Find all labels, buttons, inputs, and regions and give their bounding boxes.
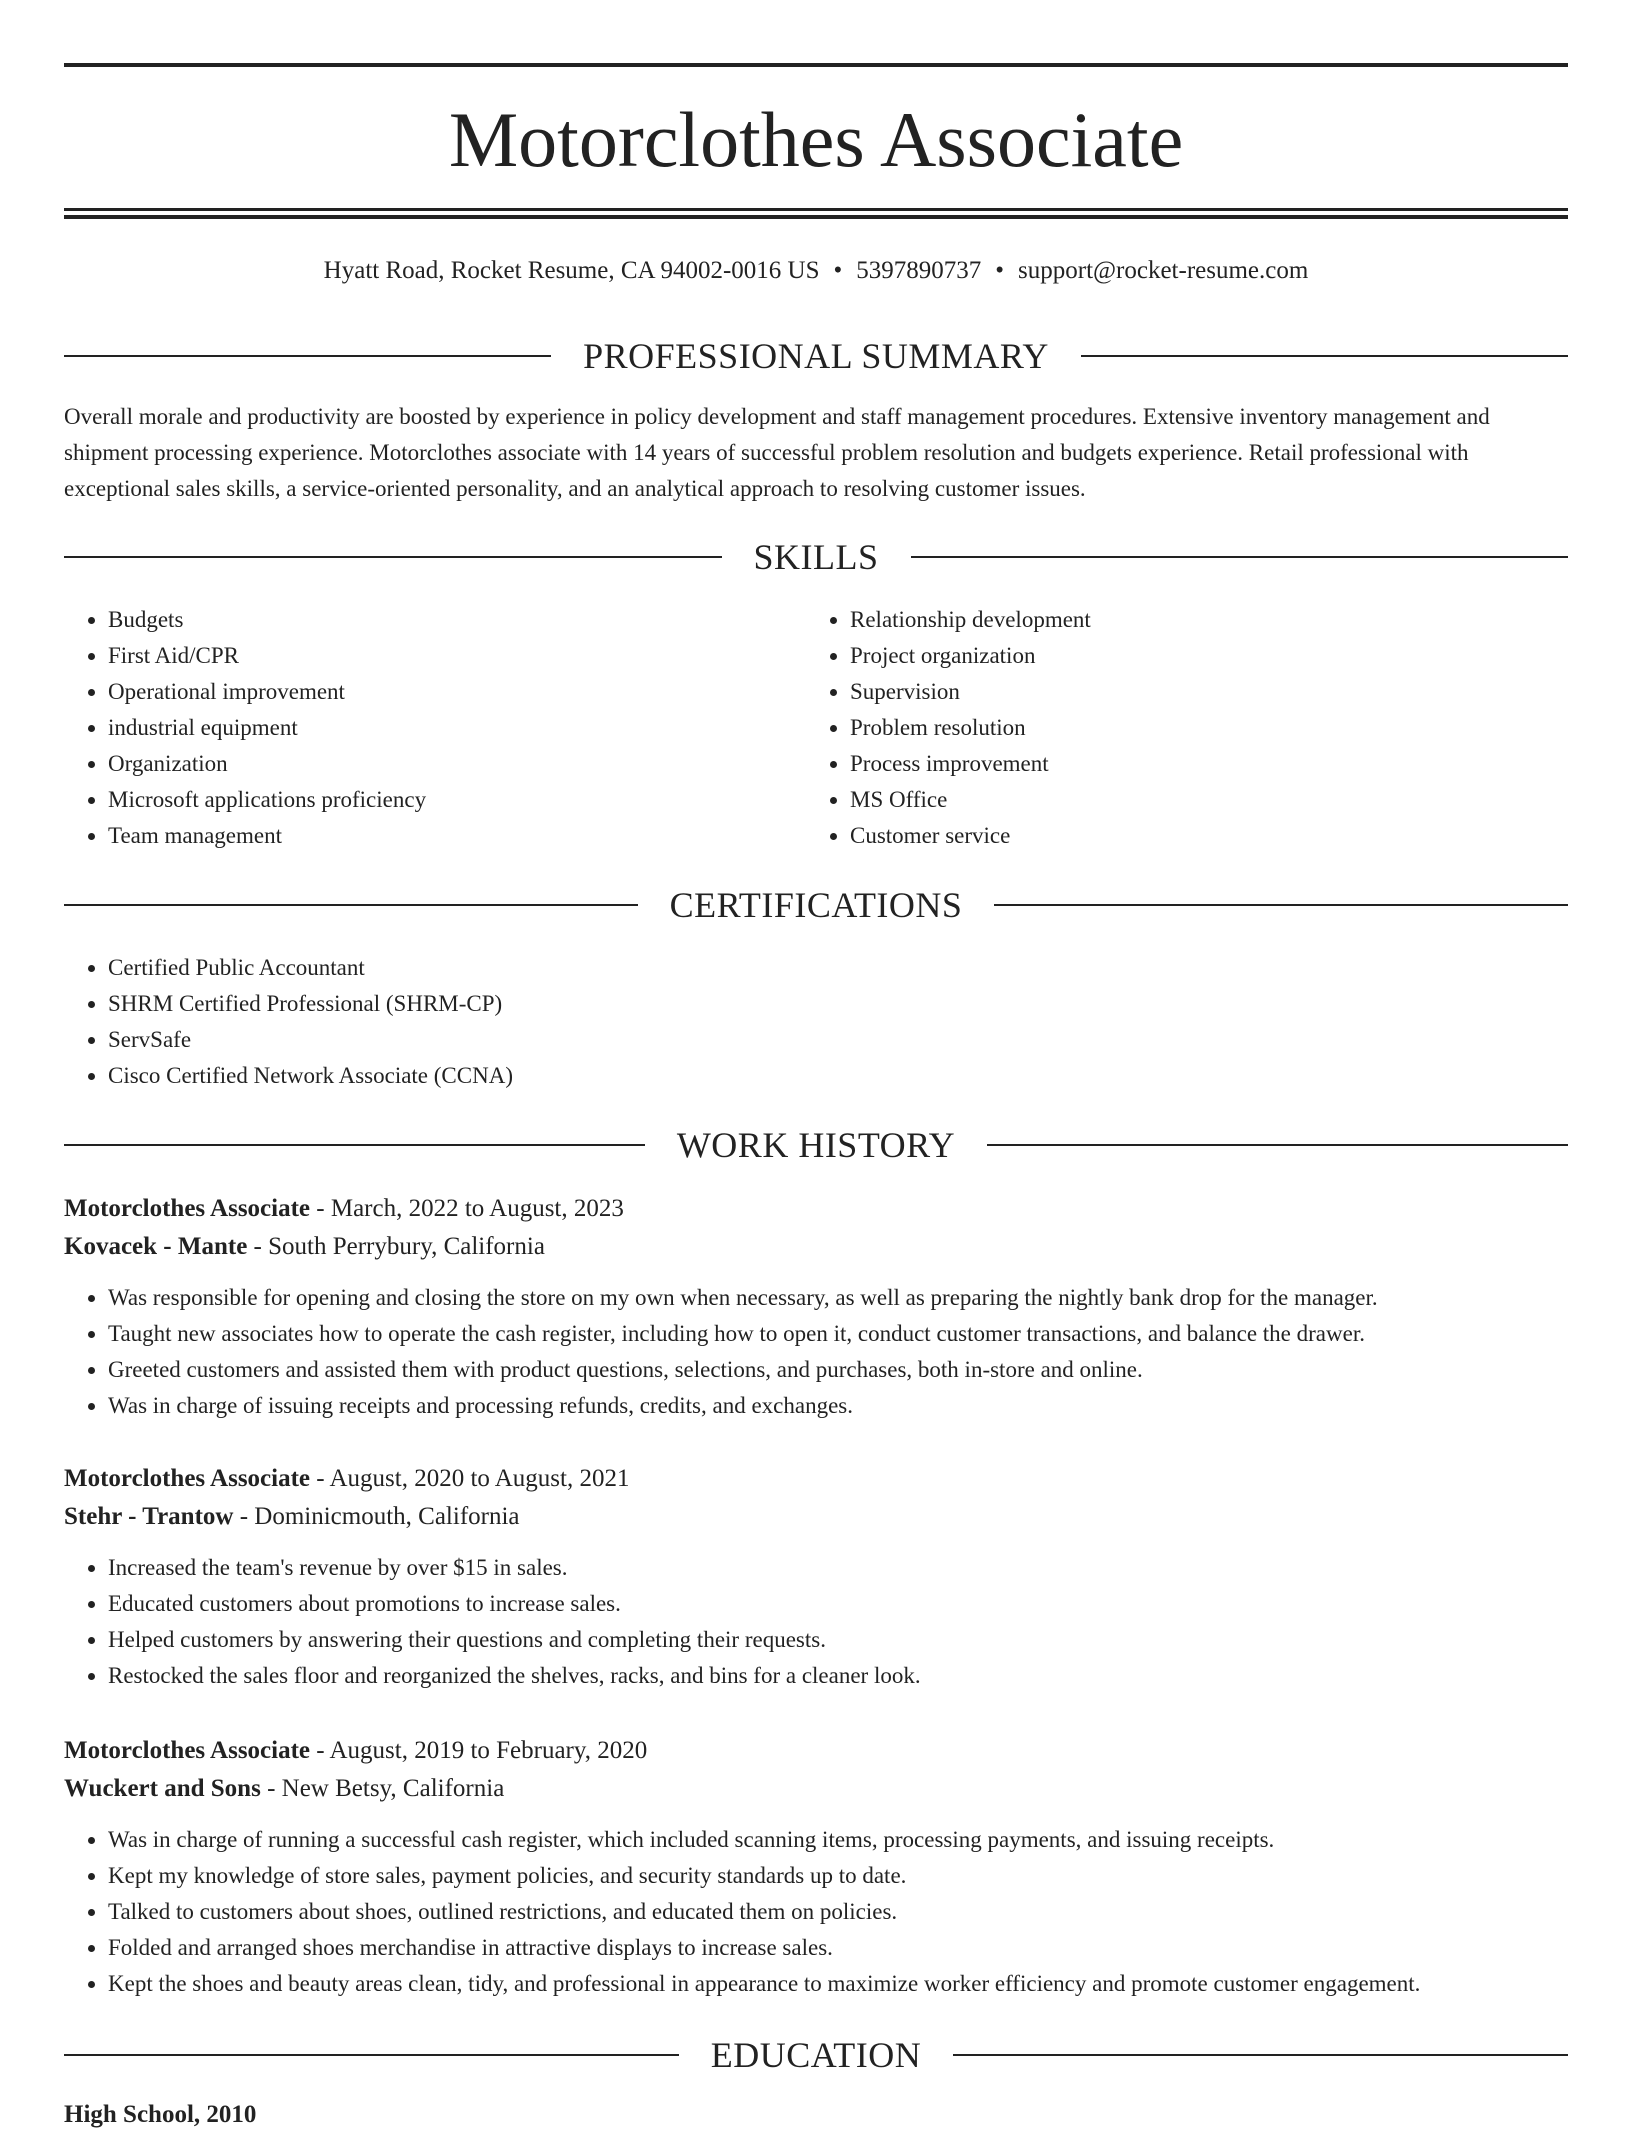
skill-item: • industrial equipment — [108, 710, 806, 746]
heading-rule-left — [64, 1144, 645, 1146]
job-bullet: • Was in charge of running a successful cash register, which included scanning items, processing payments, and issuing receipts. — [108, 1822, 1568, 1858]
job-entry — [64, 1190, 1568, 1424]
job-entry — [64, 1460, 1568, 1694]
skill-item: • Customer service — [850, 818, 1548, 854]
heading-rule-right — [911, 556, 1569, 558]
skill-item: • First Aid/CPR — [108, 638, 806, 674]
heading-rule-right — [953, 2054, 1568, 2056]
skill-item: • Relationship development — [850, 602, 1548, 638]
job-bullet: • Was responsible for opening and closing the store on my own when necessary, as well as preparing the nightly bank drop for the manager. — [108, 1280, 1568, 1316]
skill-item: • MS Office — [850, 782, 1548, 818]
job-dates: - August, 2019 to February, 2020 — [310, 1737, 648, 1764]
skill-item: • Team management — [108, 818, 806, 854]
section-heading-education — [64, 2033, 1568, 2077]
contact-email: support@rocket-resume.com — [1018, 257, 1309, 284]
job-company: Kovacek - Mante — [64, 1233, 248, 1260]
contact-address: Hyatt Road, Rocket Resume, CA 94002-0016 US — [323, 257, 820, 284]
job-role: Motorclothes Associate — [64, 1737, 311, 1764]
job-bullet: • Helped customers by answering their questions and completing their requests. — [108, 1622, 1568, 1658]
job-bullet: • Was in charge of issuing receipts and processing refunds, credits, and exchanges. — [108, 1388, 1568, 1424]
job-bullet: • Taught new associates how to operate the cash register, including how to open it, conduct customer transactions, and balance the drawer. — [108, 1316, 1568, 1352]
contact-phone: 5397890737 — [856, 257, 982, 284]
job-bullet: • Restocked the sales floor and reorganized the shelves, racks, and bins for a cleaner look. — [108, 1658, 1568, 1694]
job-bullet: • Educated customers about promotions to increase sales. — [108, 1586, 1568, 1622]
skills-column-left — [64, 602, 806, 854]
section-title: WORK HISTORY — [676, 1125, 956, 1165]
skill-item: • Supervision — [850, 674, 1548, 710]
job-dates: - March, 2022 to August, 2023 — [310, 1195, 624, 1222]
certification-item: • ServSafe — [108, 1022, 1568, 1058]
job-company-line — [64, 1228, 1568, 1266]
job-bullet: • Kept my knowledge of store sales, payment policies, and security standards up to date. — [108, 1858, 1568, 1894]
certification-item: • Certified Public Accountant — [108, 950, 1568, 986]
header-rule-lower — [64, 215, 1568, 219]
section-title: SKILLS — [753, 537, 879, 577]
skill-item: • Project organization — [850, 638, 1548, 674]
job-bullet: • Increased the team's revenue by over $15 in sales. — [108, 1550, 1568, 1586]
section-title: CERTIFICATIONS — [669, 885, 963, 925]
header-rule-upper — [64, 208, 1568, 211]
contact-separator: • — [995, 257, 1005, 284]
job-bullet: • Folded and arranged shoes merchandise in attractive displays to increase sales. — [108, 1930, 1568, 1966]
job-company: Stehr - Trantow — [64, 1503, 234, 1530]
contact-line — [64, 253, 1568, 289]
job-location: - South Perrybury, California — [247, 1233, 545, 1260]
skill-item: • Process improvement — [850, 746, 1548, 782]
skills-list — [64, 602, 1568, 854]
section-heading-certifications — [64, 883, 1568, 927]
job-company: Wuckert and Sons — [64, 1775, 261, 1802]
skill-item: • Budgets — [108, 602, 806, 638]
resume-name: Motorclothes Associate — [448, 96, 1184, 183]
job-bullets — [64, 1822, 1568, 2002]
job-title-line — [64, 1460, 1568, 1498]
job-bullets — [64, 1550, 1568, 1694]
job-dates: - August, 2020 to August, 2021 — [310, 1465, 630, 1492]
job-location: - Dominicmouth, California — [233, 1503, 520, 1530]
certification-item: • Cisco Certified Network Associate (CCNA) — [108, 1058, 1568, 1094]
job-title-line — [64, 1732, 1568, 1770]
education-entry-partial: High School, 2010 — [64, 2101, 257, 2128]
section-heading-skills — [64, 535, 1568, 579]
skill-item: • Microsoft applications proficiency — [108, 782, 806, 818]
skill-item: • Organization — [108, 746, 806, 782]
section-title: EDUCATION — [710, 2035, 922, 2075]
certifications-list — [64, 950, 1568, 1094]
heading-rule-left — [64, 2054, 679, 2056]
skill-item: • Problem resolution — [850, 710, 1548, 746]
section-heading-work-history — [64, 1123, 1568, 1167]
job-bullet: • Greeted customers and assisted them with product questions, selections, and purchases, both in-store and online. — [108, 1352, 1568, 1388]
heading-rule-left — [64, 556, 722, 558]
job-role: Motorclothes Associate — [64, 1195, 311, 1222]
job-company-line — [64, 1498, 1568, 1536]
skills-column-right — [806, 602, 1548, 854]
heading-rule-right — [1081, 355, 1568, 357]
job-title-line — [64, 1190, 1568, 1228]
job-role: Motorclothes Associate — [64, 1465, 311, 1492]
skill-item: • Operational improvement — [108, 674, 806, 710]
certification-item: • SHRM Certified Professional (SHRM-CP) — [108, 986, 1568, 1022]
job-entry — [64, 1732, 1568, 2002]
heading-rule-right — [994, 904, 1568, 906]
heading-rule-left — [64, 355, 551, 357]
heading-rule-left — [64, 904, 638, 906]
job-bullets — [64, 1280, 1568, 1424]
section-heading-summary — [64, 334, 1568, 378]
summary-text: Overall morale and productivity are boosted by experience in policy development and staff management procedures. Extensive inventory management and shipment processing experience. Motorclothes associate with 14 years of successful problem resolution and budgets experience. Retail professional with exceptional sales skills, a service-oriented personality, and an analytical approach to resolving customer issues. — [64, 404, 1490, 501]
contact-separator: • — [833, 257, 843, 284]
top-rule — [64, 63, 1568, 67]
job-bullet: • Talked to customers about shoes, outlined restrictions, and educated them on policies. — [108, 1894, 1568, 1930]
job-bullet: • Kept the shoes and beauty areas clean, tidy, and professional in appearance to maximize worker efficiency and promote customer engagement. — [108, 1966, 1568, 2002]
job-company-line — [64, 1770, 1568, 1808]
section-title: PROFESSIONAL SUMMARY — [583, 336, 1049, 376]
job-location: - New Betsy, California — [260, 1775, 505, 1802]
heading-rule-right — [987, 1144, 1568, 1146]
